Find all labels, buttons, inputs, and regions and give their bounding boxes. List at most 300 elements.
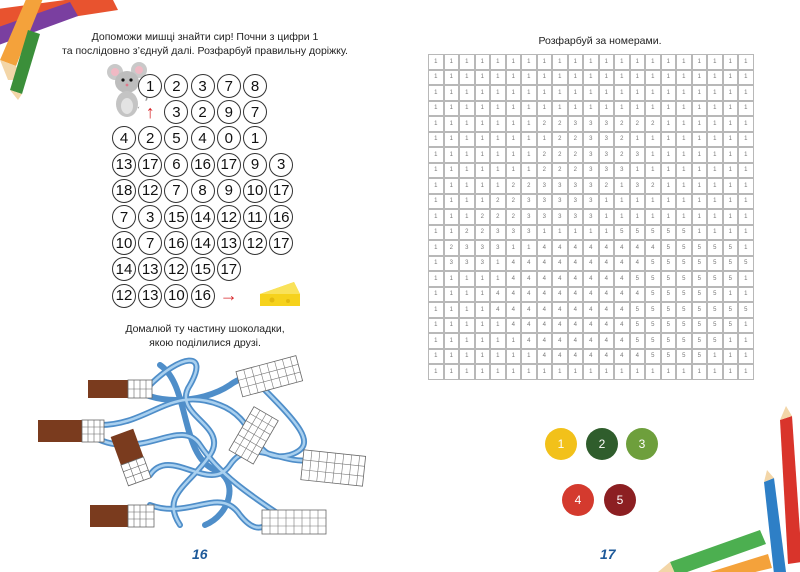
grid-cell[interactable]: 3 [583,163,599,179]
grid-cell[interactable]: 2 [614,132,630,148]
grid-cell[interactable]: 1 [490,333,506,349]
grid-cell[interactable]: 1 [707,116,723,132]
maze-cell[interactable]: 7 [243,100,267,124]
grid-cell[interactable]: 1 [738,178,754,194]
grid-cell[interactable]: 5 [692,287,708,303]
grid-cell[interactable]: 1 [630,209,646,225]
grid-cell[interactable]: 4 [599,302,615,318]
grid-cell[interactable]: 5 [676,349,692,365]
grid-cell[interactable]: 5 [707,318,723,334]
grid-cell[interactable]: 1 [676,101,692,117]
grid-cell[interactable]: 1 [428,225,444,241]
grid-cell[interactable]: 1 [599,70,615,86]
grid-cell[interactable]: 5 [661,349,677,365]
maze-cell[interactable]: 0 [217,126,241,150]
grid-cell[interactable]: 5 [630,225,646,241]
grid-cell[interactable]: 1 [490,116,506,132]
grid-cell[interactable]: 1 [692,178,708,194]
grid-cell[interactable]: 5 [645,302,661,318]
grid-cell[interactable]: 1 [552,54,568,70]
grid-cell[interactable]: 1 [707,209,723,225]
grid-cell[interactable]: 1 [475,333,491,349]
grid-cell[interactable]: 1 [630,194,646,210]
grid-cell[interactable]: 1 [676,178,692,194]
grid-cell[interactable]: 1 [428,302,444,318]
maze-cell[interactable]: 16 [191,153,215,177]
grid-cell[interactable]: 1 [428,333,444,349]
grid-cell[interactable]: 2 [490,209,506,225]
grid-cell[interactable]: 1 [723,70,739,86]
maze-cell[interactable]: 14 [112,257,136,281]
grid-cell[interactable]: 1 [738,194,754,210]
grid-cell[interactable]: 4 [552,318,568,334]
grid-cell[interactable]: 1 [692,209,708,225]
grid-cell[interactable]: 1 [630,132,646,148]
grid-cell[interactable]: 4 [506,256,522,272]
maze-cell[interactable]: 17 [217,153,241,177]
grid-cell[interactable]: 1 [521,70,537,86]
maze-cell[interactable]: 3 [138,205,162,229]
grid-cell[interactable]: 1 [676,163,692,179]
grid-cell[interactable]: 1 [661,163,677,179]
grid-cell[interactable]: 3 [599,163,615,179]
grid-cell[interactable]: 2 [568,132,584,148]
grid-cell[interactable]: 4 [521,302,537,318]
maze-cell[interactable]: 10 [112,231,136,255]
grid-cell[interactable]: 3 [521,225,537,241]
grid-cell[interactable]: 4 [521,271,537,287]
grid-cell[interactable]: 4 [506,271,522,287]
grid-cell[interactable]: 1 [490,178,506,194]
grid-cell[interactable]: 1 [676,147,692,163]
grid-cell[interactable]: 4 [552,256,568,272]
grid-cell[interactable]: 1 [661,116,677,132]
grid-cell[interactable]: 1 [614,54,630,70]
grid-cell[interactable]: 1 [583,225,599,241]
maze-cell[interactable]: 18 [112,179,136,203]
grid-cell[interactable]: 4 [552,349,568,365]
grid-cell[interactable]: 1 [428,54,444,70]
grid-cell[interactable]: 5 [723,240,739,256]
grid-cell[interactable]: 5 [645,318,661,334]
grid-cell[interactable]: 4 [599,271,615,287]
maze-cell[interactable]: 6 [164,153,188,177]
grid-cell[interactable]: 4 [537,349,553,365]
grid-cell[interactable]: 1 [568,85,584,101]
maze-cell[interactable]: 5 [164,126,188,150]
grid-cell[interactable]: 1 [723,85,739,101]
maze-cell[interactable]: 14 [191,231,215,255]
grid-cell[interactable]: 1 [676,70,692,86]
grid-cell[interactable]: 4 [599,287,615,303]
grid-cell[interactable]: 4 [506,287,522,303]
grid-cell[interactable]: 1 [676,209,692,225]
grid-cell[interactable]: 1 [521,147,537,163]
grid-cell[interactable]: 5 [707,302,723,318]
grid-cell[interactable]: 5 [707,256,723,272]
grid-cell[interactable]: 1 [723,287,739,303]
maze-cell[interactable]: 4 [112,126,136,150]
grid-cell[interactable]: 1 [428,116,444,132]
grid-cell[interactable]: 1 [521,240,537,256]
grid-cell[interactable]: 1 [444,364,460,380]
grid-cell[interactable]: 3 [583,147,599,163]
grid-cell[interactable]: 1 [552,101,568,117]
maze-cell[interactable]: 7 [164,179,188,203]
grid-cell[interactable]: 4 [599,256,615,272]
grid-cell[interactable]: 1 [444,101,460,117]
grid-cell[interactable]: 1 [661,70,677,86]
grid-cell[interactable]: 5 [723,318,739,334]
grid-cell[interactable]: 4 [552,271,568,287]
grid-cell[interactable]: 1 [475,54,491,70]
grid-cell[interactable]: 1 [475,178,491,194]
grid-cell[interactable]: 1 [568,54,584,70]
grid-cell[interactable]: 1 [614,209,630,225]
grid-cell[interactable]: 5 [676,333,692,349]
grid-cell[interactable]: 1 [738,54,754,70]
grid-cell[interactable]: 1 [475,318,491,334]
grid-cell[interactable]: 1 [490,256,506,272]
grid-cell[interactable]: 5 [661,256,677,272]
grid-cell[interactable]: 1 [723,349,739,365]
grid-cell[interactable]: 1 [428,194,444,210]
maze-cell[interactable]: 12 [243,231,267,255]
grid-cell[interactable]: 1 [444,178,460,194]
grid-cell[interactable]: 2 [645,178,661,194]
grid-cell[interactable]: 1 [738,116,754,132]
grid-cell[interactable]: 5 [676,302,692,318]
grid-cell[interactable]: 4 [552,287,568,303]
grid-cell[interactable]: 4 [568,271,584,287]
grid-cell[interactable]: 2 [537,116,553,132]
grid-cell[interactable]: 3 [583,178,599,194]
grid-cell[interactable]: 1 [568,225,584,241]
grid-cell[interactable]: 1 [583,85,599,101]
grid-cell[interactable]: 1 [459,178,475,194]
grid-cell[interactable]: 1 [444,349,460,365]
grid-cell[interactable]: 1 [428,256,444,272]
grid-cell[interactable]: 1 [599,85,615,101]
grid-cell[interactable]: 1 [599,194,615,210]
grid-cell[interactable]: 1 [583,101,599,117]
grid-cell[interactable]: 5 [676,318,692,334]
grid-cell[interactable]: 1 [645,163,661,179]
grid-cell[interactable]: 1 [521,349,537,365]
grid-cell[interactable]: 2 [630,116,646,132]
grid-cell[interactable]: 1 [568,101,584,117]
maze-cell[interactable]: 13 [112,153,136,177]
grid-cell[interactable]: 1 [645,70,661,86]
grid-cell[interactable]: 1 [630,101,646,117]
grid-cell[interactable]: 5 [676,256,692,272]
grid-cell[interactable]: 1 [676,364,692,380]
grid-cell[interactable]: 1 [475,163,491,179]
grid-cell[interactable]: 2 [537,147,553,163]
grid-cell[interactable]: 4 [568,256,584,272]
grid-cell[interactable]: 5 [738,256,754,272]
grid-cell[interactable]: 1 [738,85,754,101]
grid-cell[interactable]: 4 [506,318,522,334]
grid-cell[interactable]: 1 [459,70,475,86]
maze-cell[interactable]: 13 [138,257,162,281]
grid-cell[interactable]: 1 [599,101,615,117]
grid-cell[interactable]: 1 [692,101,708,117]
grid-cell[interactable]: 1 [630,163,646,179]
grid-cell[interactable]: 2 [568,163,584,179]
grid-cell[interactable]: 2 [552,132,568,148]
grid-cell[interactable]: 1 [475,271,491,287]
grid-cell[interactable]: 1 [707,364,723,380]
grid-cell[interactable]: 1 [692,147,708,163]
grid-cell[interactable]: 3 [475,240,491,256]
grid-cell[interactable]: 4 [568,287,584,303]
maze-cell[interactable]: 9 [217,179,241,203]
maze-cell[interactable]: 10 [164,284,188,308]
grid-cell[interactable]: 1 [428,209,444,225]
grid-cell[interactable]: 2 [537,163,553,179]
grid-cell[interactable]: 1 [614,194,630,210]
grid-cell[interactable]: 1 [506,349,522,365]
grid-cell[interactable]: 4 [552,240,568,256]
grid-cell[interactable]: 1 [537,132,553,148]
grid-cell[interactable]: 1 [444,70,460,86]
grid-cell[interactable]: 3 [459,240,475,256]
grid-cell[interactable]: 1 [459,209,475,225]
grid-cell[interactable]: 5 [676,225,692,241]
maze-cell[interactable]: 17 [217,257,241,281]
grid-cell[interactable]: 1 [475,101,491,117]
grid-cell[interactable]: 2 [599,178,615,194]
grid-cell[interactable]: 1 [444,209,460,225]
grid-cell[interactable]: 1 [444,194,460,210]
grid-cell[interactable]: 4 [630,240,646,256]
maze-cell[interactable]: 17 [138,153,162,177]
grid-cell[interactable]: 1 [738,101,754,117]
grid-cell[interactable]: 1 [676,116,692,132]
grid-cell[interactable]: 4 [614,240,630,256]
grid-cell[interactable]: 1 [444,54,460,70]
grid-cell[interactable]: 1 [521,163,537,179]
maze-cell[interactable]: 4 [191,126,215,150]
grid-cell[interactable]: 4 [521,333,537,349]
grid-cell[interactable]: 1 [475,147,491,163]
grid-cell[interactable]: 1 [723,209,739,225]
grid-cell[interactable]: 1 [738,349,754,365]
grid-cell[interactable]: 1 [738,132,754,148]
grid-cell[interactable]: 4 [490,287,506,303]
grid-cell[interactable]: 1 [645,209,661,225]
grid-cell[interactable]: 4 [568,318,584,334]
grid-cell[interactable]: 1 [645,54,661,70]
grid-cell[interactable]: 1 [645,85,661,101]
grid-cell[interactable]: 2 [475,209,491,225]
grid-cell[interactable]: 3 [475,256,491,272]
grid-cell[interactable]: 1 [537,70,553,86]
grid-cell[interactable]: 1 [645,132,661,148]
grid-cell[interactable]: 1 [475,194,491,210]
maze-cell[interactable]: 12 [217,205,241,229]
grid-cell[interactable]: 2 [475,225,491,241]
grid-cell[interactable]: 5 [630,333,646,349]
grid-cell[interactable]: 1 [537,364,553,380]
grid-cell[interactable]: 1 [707,349,723,365]
grid-cell[interactable]: 1 [537,225,553,241]
grid-cell[interactable]: 1 [490,70,506,86]
grid-cell[interactable]: 1 [490,101,506,117]
grid-cell[interactable]: 1 [583,364,599,380]
grid-cell[interactable]: 3 [630,178,646,194]
grid-cell[interactable]: 2 [444,240,460,256]
grid-cell[interactable]: 1 [692,54,708,70]
grid-cell[interactable]: 4 [552,302,568,318]
grid-cell[interactable]: 2 [552,147,568,163]
grid-cell[interactable]: 3 [583,194,599,210]
maze-cell[interactable]: 8 [191,179,215,203]
maze-cell[interactable]: 13 [138,284,162,308]
maze-cell[interactable]: 1 [138,74,162,98]
grid-cell[interactable]: 1 [428,240,444,256]
grid-cell[interactable]: 3 [459,256,475,272]
grid-cell[interactable]: 1 [459,132,475,148]
maze-cell[interactable]: 7 [217,74,241,98]
grid-cell[interactable]: 1 [723,178,739,194]
grid-cell[interactable]: 4 [583,240,599,256]
grid-cell[interactable]: 1 [738,364,754,380]
grid-cell[interactable]: 1 [444,302,460,318]
grid-cell[interactable]: 1 [506,101,522,117]
grid-cell[interactable]: 1 [444,287,460,303]
grid-cell[interactable]: 4 [630,256,646,272]
grid-cell[interactable]: 1 [707,70,723,86]
grid-cell[interactable]: 1 [490,364,506,380]
grid-cell[interactable]: 5 [707,271,723,287]
grid-cell[interactable]: 4 [506,302,522,318]
grid-cell[interactable]: 1 [444,271,460,287]
grid-cell[interactable]: 3 [521,209,537,225]
grid-cell[interactable]: 1 [552,364,568,380]
grid-cell[interactable]: 4 [614,271,630,287]
grid-cell[interactable]: 1 [428,318,444,334]
grid-cell[interactable]: 5 [661,271,677,287]
grid-cell[interactable]: 1 [738,333,754,349]
grid-cell[interactable]: 1 [661,85,677,101]
maze-cell[interactable]: 12 [164,257,188,281]
grid-cell[interactable]: 1 [428,287,444,303]
grid-cell[interactable]: 1 [537,85,553,101]
grid-cell[interactable]: 1 [707,101,723,117]
grid-cell[interactable]: 1 [676,85,692,101]
grid-cell[interactable]: 4 [599,240,615,256]
grid-cell[interactable]: 1 [521,54,537,70]
grid-cell[interactable]: 1 [444,85,460,101]
maze-cell[interactable]: 13 [217,231,241,255]
grid-cell[interactable]: 1 [490,349,506,365]
grid-cell[interactable]: 5 [630,302,646,318]
grid-cell[interactable]: 4 [614,349,630,365]
grid-cell[interactable]: 3 [444,256,460,272]
grid-cell[interactable]: 1 [661,364,677,380]
grid-cell[interactable]: 4 [630,287,646,303]
grid-cell[interactable]: 1 [490,163,506,179]
grid-cell[interactable]: 1 [490,147,506,163]
grid-cell[interactable]: 5 [676,287,692,303]
grid-cell[interactable]: 1 [459,318,475,334]
grid-cell[interactable]: 4 [537,333,553,349]
grid-cell[interactable]: 1 [506,132,522,148]
grid-cell[interactable]: 1 [707,85,723,101]
grid-cell[interactable]: 1 [537,101,553,117]
grid-cell[interactable]: 1 [506,240,522,256]
grid-cell[interactable]: 1 [676,132,692,148]
grid-cell[interactable]: 1 [506,70,522,86]
grid-cell[interactable]: 1 [475,364,491,380]
grid-cell[interactable]: 1 [490,132,506,148]
grid-cell[interactable]: 4 [583,287,599,303]
grid-cell[interactable]: 4 [521,287,537,303]
grid-cell[interactable]: 5 [676,271,692,287]
grid-cell[interactable]: 5 [692,318,708,334]
grid-cell[interactable]: 1 [738,147,754,163]
maze-cell[interactable]: 1 [243,126,267,150]
grid-cell[interactable]: 3 [490,240,506,256]
grid-cell[interactable]: 4 [583,302,599,318]
grid-cell[interactable]: 4 [583,271,599,287]
grid-cell[interactable]: 1 [475,70,491,86]
maze-cell[interactable]: 3 [269,153,293,177]
grid-cell[interactable]: 1 [723,147,739,163]
grid-cell[interactable]: 1 [552,85,568,101]
grid-cell[interactable]: 1 [428,178,444,194]
grid-cell[interactable]: 5 [738,302,754,318]
grid-cell[interactable]: 5 [614,225,630,241]
grid-cell[interactable]: 3 [537,178,553,194]
grid-cell[interactable]: 1 [707,178,723,194]
grid-cell[interactable]: 1 [459,287,475,303]
grid-cell[interactable]: 1 [444,333,460,349]
grid-cell[interactable]: 4 [583,349,599,365]
grid-cell[interactable]: 4 [630,349,646,365]
maze-cell[interactable]: 15 [164,205,188,229]
grid-cell[interactable]: 1 [459,163,475,179]
grid-cell[interactable]: 4 [537,271,553,287]
grid-cell[interactable]: 4 [537,318,553,334]
maze-cell[interactable]: 17 [269,231,293,255]
grid-cell[interactable]: 1 [521,85,537,101]
grid-cell[interactable]: 5 [707,333,723,349]
grid-cell[interactable]: 5 [661,318,677,334]
maze-cell[interactable]: 17 [269,179,293,203]
maze-cell[interactable]: 16 [164,231,188,255]
grid-cell[interactable]: 3 [568,194,584,210]
grid-cell[interactable]: 1 [444,318,460,334]
grid-cell[interactable]: 3 [583,209,599,225]
grid-cell[interactable]: 5 [645,225,661,241]
grid-cell[interactable]: 1 [692,364,708,380]
grid-cell[interactable]: 1 [661,209,677,225]
grid-cell[interactable]: 1 [614,101,630,117]
grid-cell[interactable]: 3 [552,178,568,194]
grid-cell[interactable]: 5 [645,349,661,365]
grid-cell[interactable]: 1 [738,209,754,225]
grid-cell[interactable]: 1 [475,349,491,365]
grid-cell[interactable]: 1 [630,54,646,70]
grid-cell[interactable]: 1 [506,54,522,70]
grid-cell[interactable]: 1 [630,364,646,380]
grid-cell[interactable]: 1 [614,70,630,86]
grid-cell[interactable]: 2 [645,116,661,132]
grid-cell[interactable]: 5 [692,302,708,318]
